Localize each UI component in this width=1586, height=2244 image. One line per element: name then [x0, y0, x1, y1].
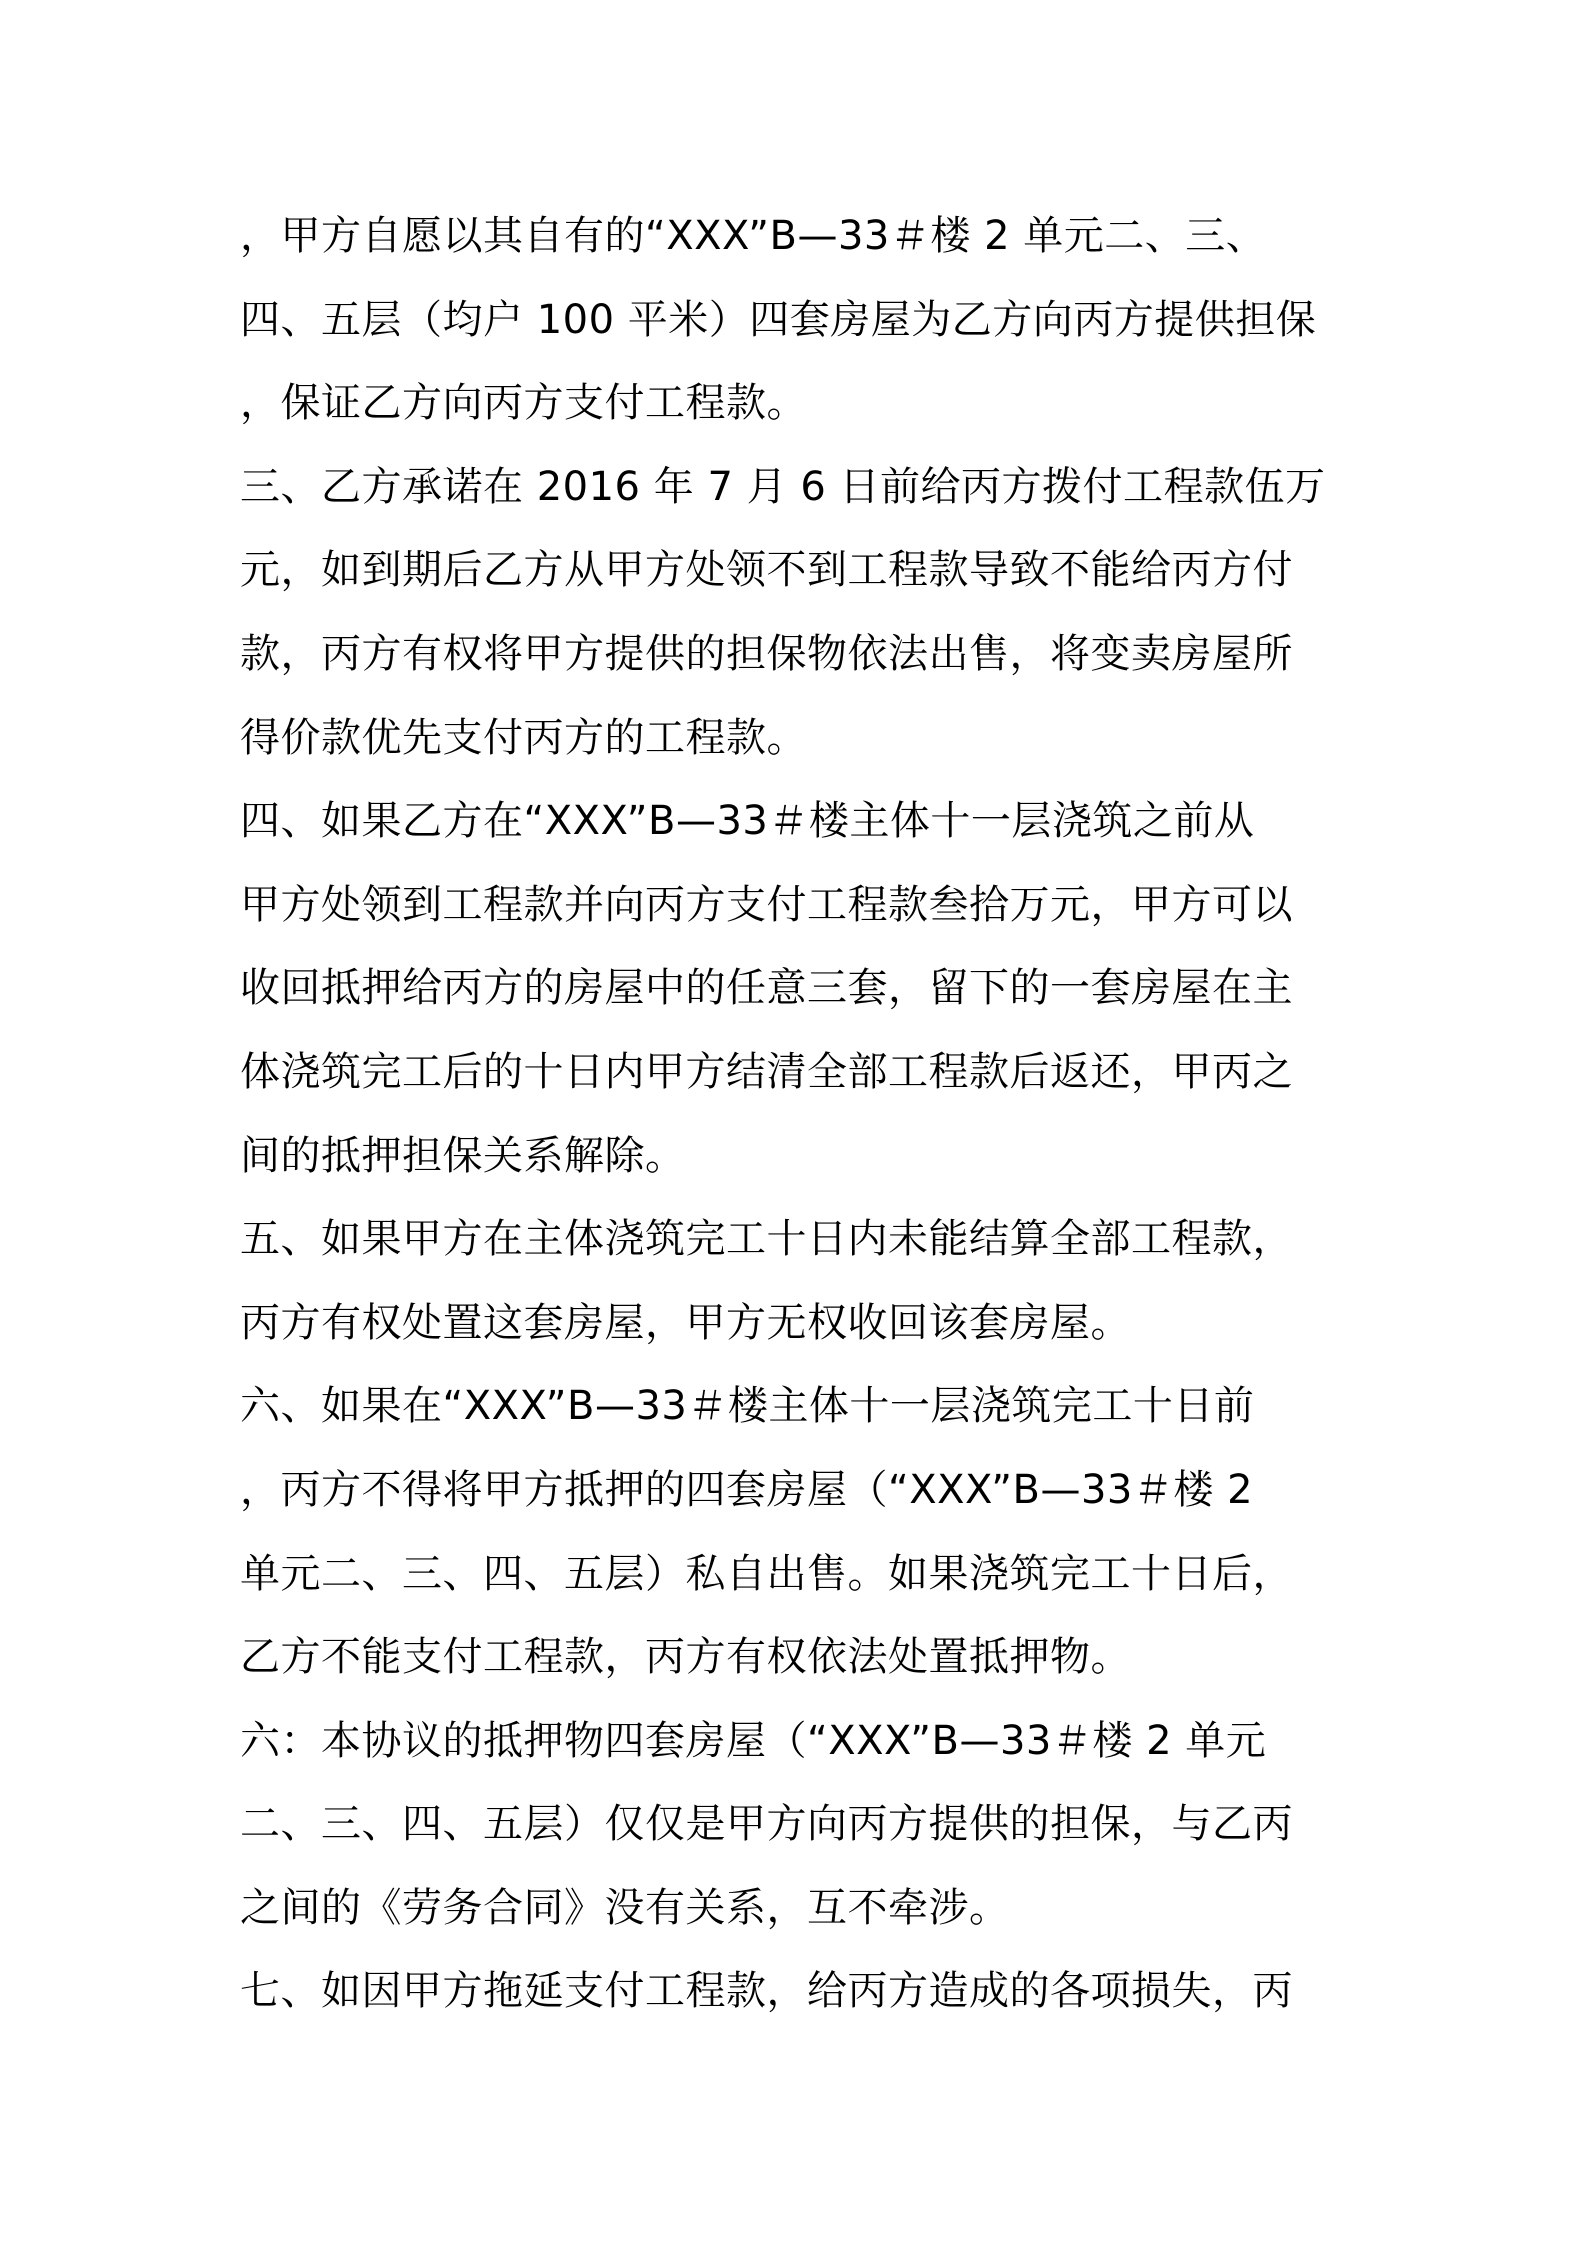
text-line: 款，丙方有权将甲方提供的担保物依法出售，将变卖房屋所	[240, 630, 1293, 677]
document-body	[240, 195, 1360, 2034]
text-line: 得价款优先支付丙方的工程款。	[240, 714, 807, 761]
text-line: 七、如因甲方拖延支付工程款，给丙方造成的各项损失，丙	[240, 1968, 1293, 2015]
text-line: 丙方有权处置这套房屋，甲方无权收回该套房屋。	[240, 1299, 1131, 1346]
text-line: 元，如到期后乙方从甲方处领不到工程款导致不能给丙方付	[240, 547, 1293, 594]
text-line: 甲方处领到工程款并向丙方支付工程款叁拾万元，甲方可以	[240, 881, 1293, 928]
text-line: 四、五层（均户 100 平米）四套房屋为乙方向丙方提供担保	[240, 296, 1317, 343]
text-line: 单元二、三、四、五层）私自出售。如果浇筑完工十日后，	[240, 1550, 1293, 1597]
text-line: ，甲方自愿以其自有的“XXX”B—33＃楼 2 单元二、三、	[240, 213, 1267, 259]
text-line: 之间的《劳务合同》没有关系，互不牵涉。	[240, 1884, 1010, 1931]
text-line: 体浇筑完工后的十日内甲方结清全部工程款后返还，甲丙之	[240, 1048, 1293, 1095]
text-line: 五、如果甲方在主体浇筑完工十日内未能结算全部工程款，	[240, 1216, 1293, 1263]
text-line: 六、如果在“XXX”B—33＃楼主体十一层浇筑完工十日前	[240, 1383, 1255, 1430]
text-line: 收回抵押给丙方的房屋中的任意三套，留下的一套房屋在主	[240, 965, 1293, 1012]
text-line: 三、乙方承诺在 2016 年 7 月 6 日前给丙方拨付工程款伍万	[240, 463, 1326, 510]
text-line: 四、如果乙方在“XXX”B—33＃楼主体十一层浇筑之前从	[240, 798, 1255, 845]
text-line: ，保证乙方向丙方支付工程款。	[240, 380, 807, 427]
text-line: 乙方不能支付工程款，丙方有权依法处置抵押物。	[240, 1634, 1131, 1681]
text-line: ，丙方不得将甲方抵押的四套房屋（“XXX”B—33＃楼 2	[240, 1466, 1254, 1513]
text-line: 二、三、四、五层）仅仅是甲方向丙方提供的担保，与乙丙	[240, 1801, 1293, 1848]
text-line: 六：本协议的抵押物四套房屋（“XXX”B—33＃楼 2 单元	[240, 1717, 1267, 1764]
text-line: 间的抵押担保关系解除。	[240, 1132, 686, 1179]
